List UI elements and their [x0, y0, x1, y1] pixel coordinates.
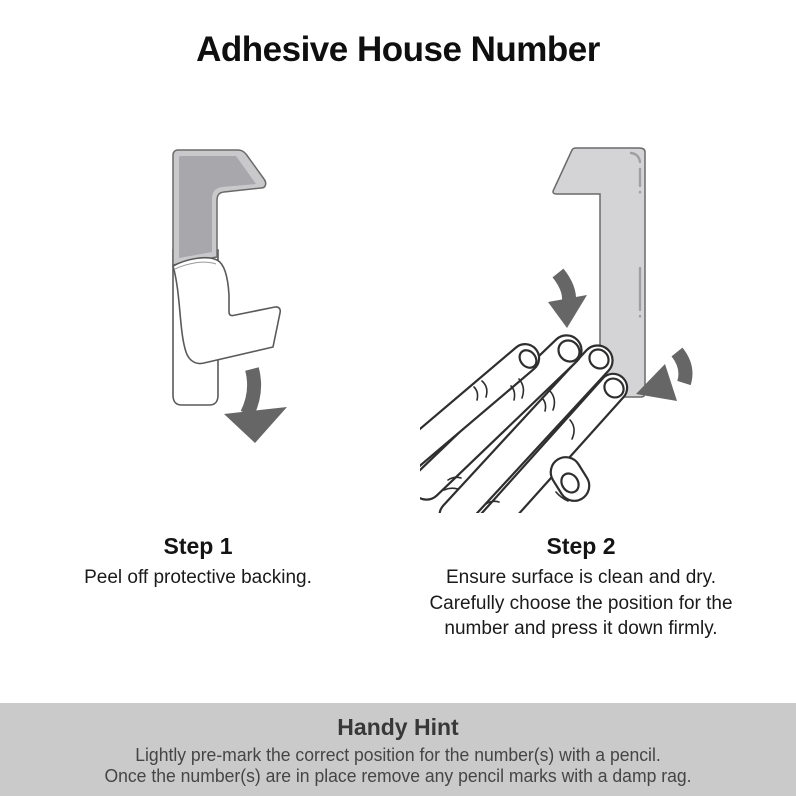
handy-hint-band [0, 703, 796, 796]
step1-line: Peel off protective backing. [84, 567, 312, 588]
protective-backing-flap [173, 258, 280, 364]
step2-line: Carefully choose the position for the [429, 592, 733, 614]
step2-line: Ensure surface is clean and dry. [445, 567, 716, 588]
step2-heading: Step 2 [546, 533, 616, 559]
step1-peel-illustration [128, 140, 298, 450]
press-down-arrow-icon [548, 273, 587, 328]
step2-press-illustration [420, 138, 710, 513]
handy-hint-line: Once the number(s) are in place remove any pencil marks with a damp rag. [104, 764, 692, 786]
step2-line: number and press it down firmly. [444, 618, 718, 639]
page-title: Adhesive House Number [196, 30, 600, 69]
step1-heading: Step 1 [163, 533, 233, 559]
handy-hint-line: Lightly pre-mark the correct position for the number(s) with a pencil. [135, 744, 661, 765]
number-back-gray [173, 150, 266, 265]
step1-caption [18, 533, 378, 591]
hand-pressing [420, 329, 633, 513]
down-arrow-icon [224, 369, 287, 443]
handy-hint-heading: Handy Hint [337, 714, 459, 740]
step2-caption [396, 533, 766, 642]
